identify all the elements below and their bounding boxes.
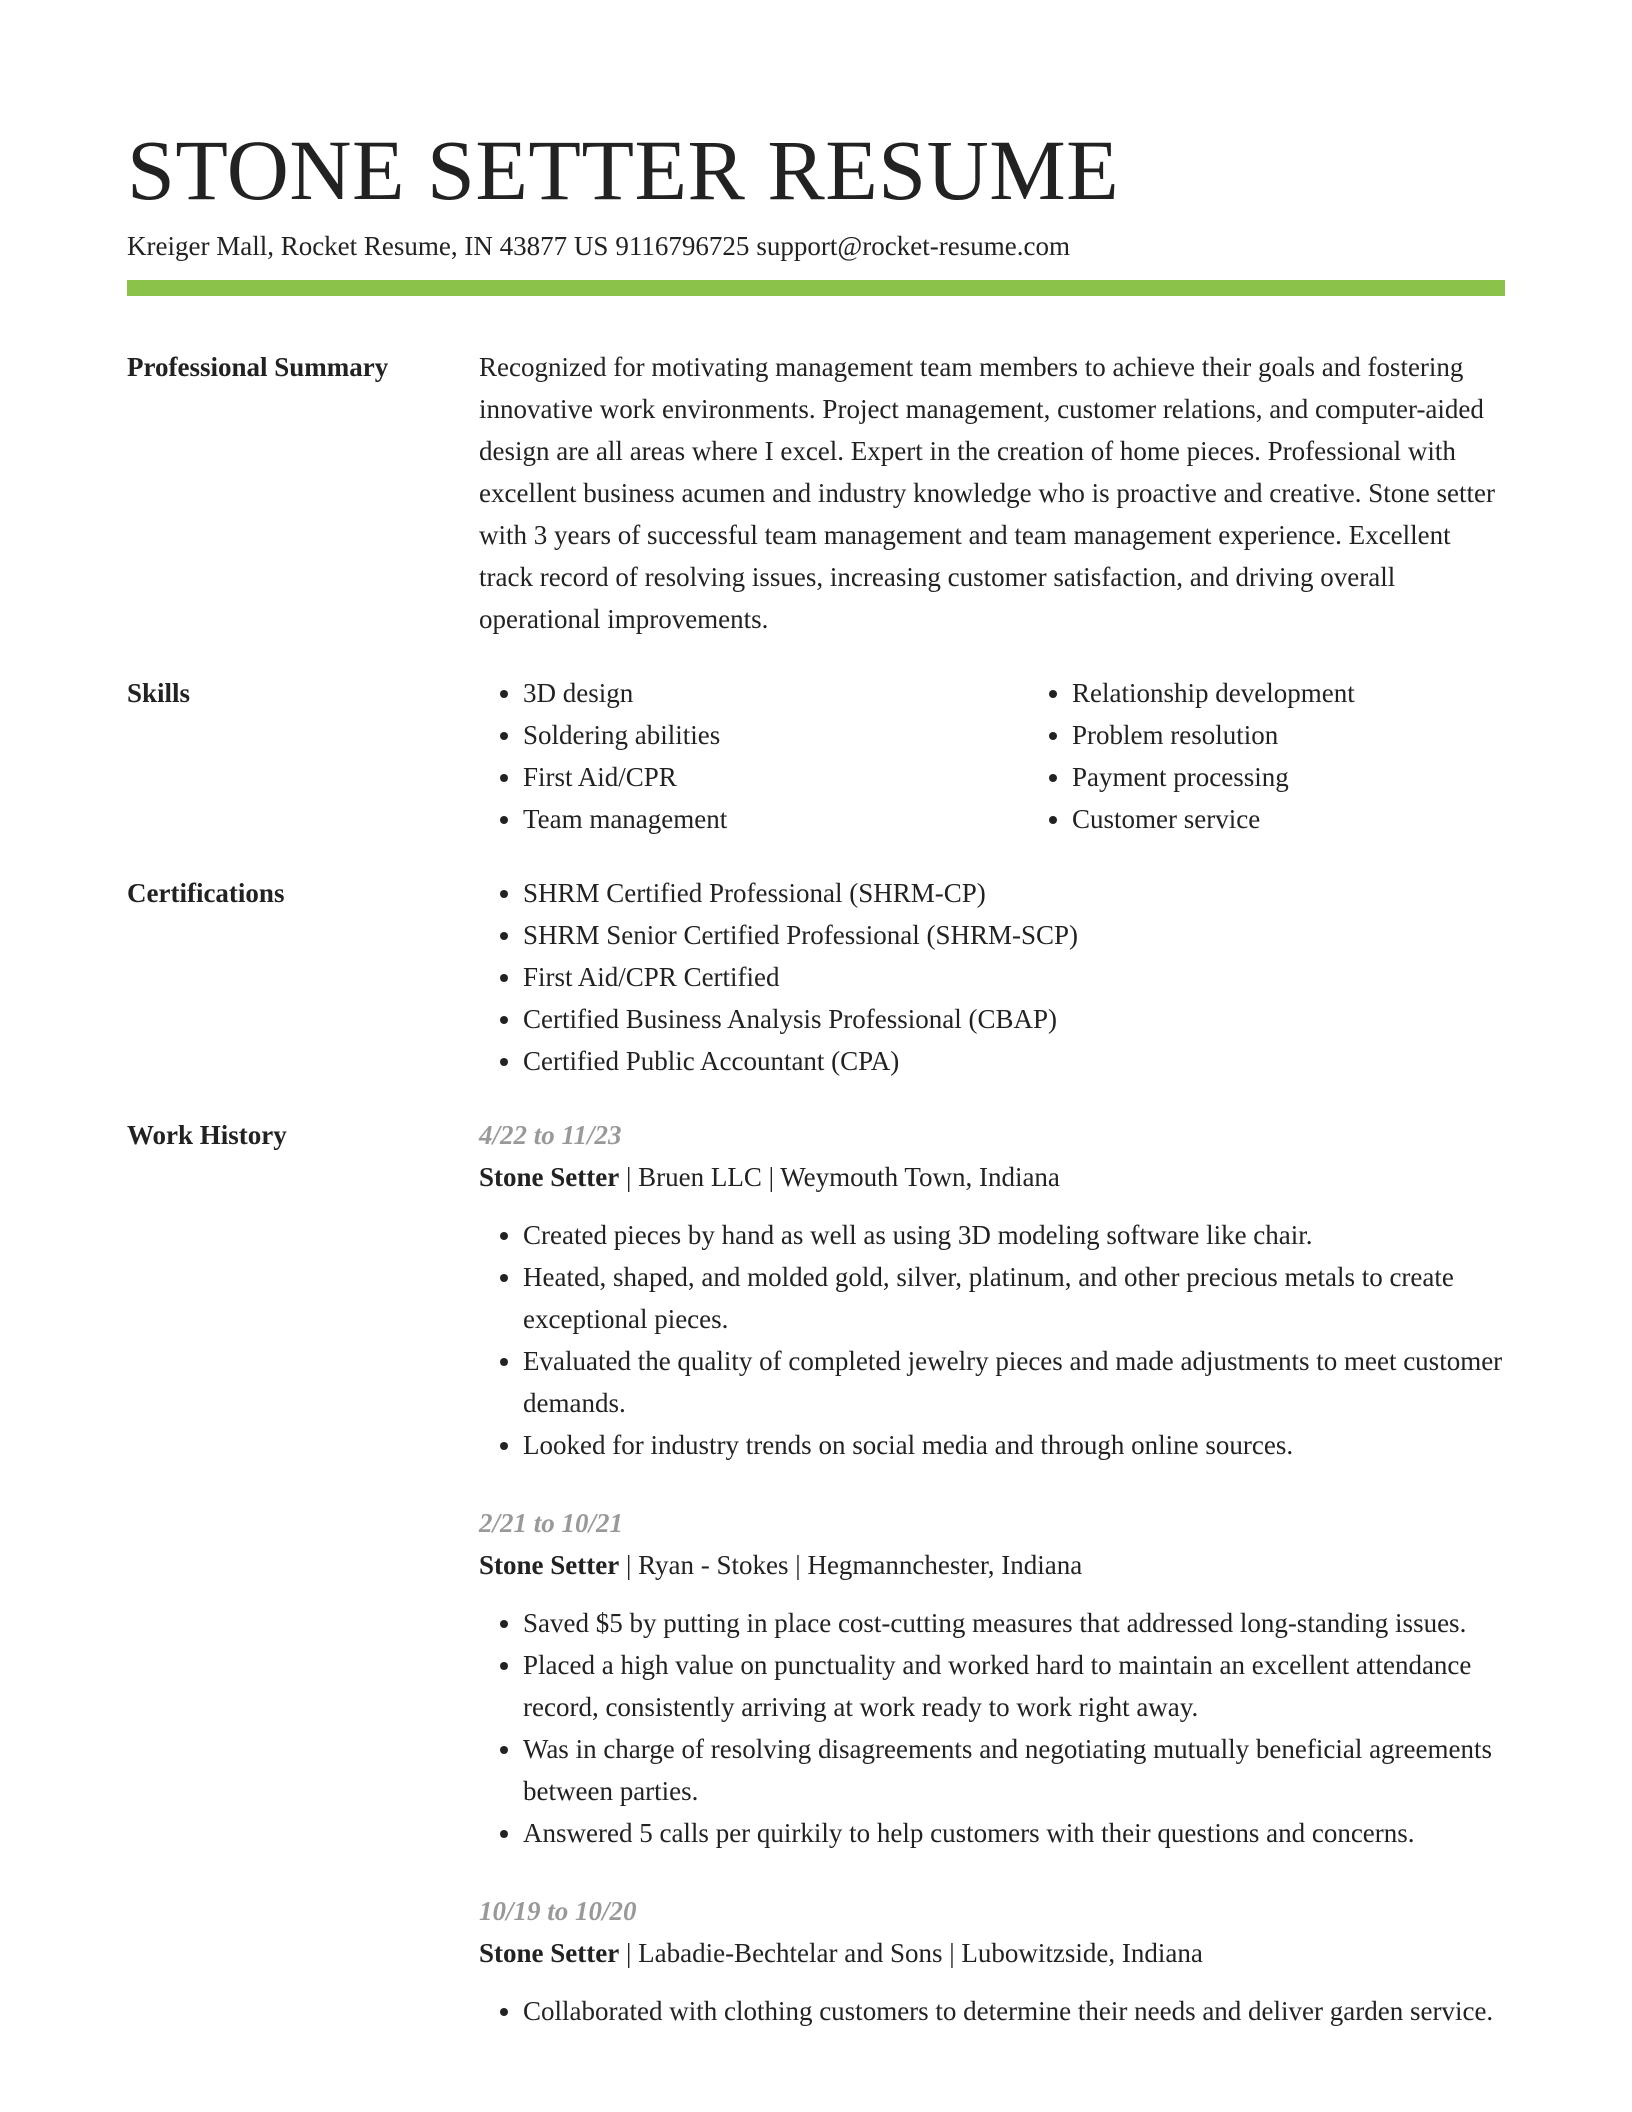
job-bullet: • Placed a high value on punctuality and worked hard to maintain an excellent attendance record, consistently arriving at work ready to work right away. bbox=[523, 1644, 1505, 1728]
job-title: Stone Setter bbox=[479, 1938, 620, 1968]
job-bullets bbox=[479, 1214, 1505, 1466]
job-bullet: • Heated, shaped, and molded gold, silver, platinum, and other precious metals to create exceptional pieces. bbox=[523, 1256, 1505, 1340]
work-history-section bbox=[127, 1114, 1505, 2068]
job-dates: 4/22 to 11/23 bbox=[479, 1120, 622, 1150]
skills-section bbox=[127, 672, 1505, 840]
job-title-line bbox=[479, 1156, 1505, 1198]
accent-divider bbox=[127, 280, 1505, 296]
job-employer-location: | Labadie-Bechtelar and Sons | Lubowitzside, Indiana bbox=[619, 1938, 1203, 1968]
job-employer-location: | Bruen LLC | Weymouth Town, Indiana bbox=[619, 1162, 1060, 1192]
job-entry bbox=[479, 1502, 1505, 1854]
job-title: Stone Setter bbox=[479, 1162, 620, 1192]
certifications-list bbox=[479, 872, 1505, 1082]
section-label-work-history: Work History bbox=[127, 1120, 287, 1150]
job-bullet: • Created pieces by hand as well as using 3D modeling software like chair. bbox=[523, 1214, 1505, 1256]
certification-item: • SHRM Senior Certified Professional (SHRM-SCP) bbox=[523, 914, 1505, 956]
job-bullet: • Collaborated with clothing customers to determine their needs and deliver garden service. bbox=[523, 1990, 1505, 2032]
certification-item: • SHRM Certified Professional (SHRM-CP) bbox=[523, 872, 1505, 914]
job-entry bbox=[479, 1890, 1505, 2032]
skill-item: • Soldering abilities bbox=[523, 714, 1028, 756]
job-title: Stone Setter bbox=[479, 1550, 620, 1580]
job-dates: 2/21 to 10/21 bbox=[479, 1508, 624, 1538]
certification-item: • First Aid/CPR Certified bbox=[523, 956, 1505, 998]
job-bullet: • Evaluated the quality of completed jewelry pieces and made adjustments to meet customer demands. bbox=[523, 1340, 1505, 1424]
job-bullets bbox=[479, 1990, 1505, 2032]
summary-section bbox=[127, 346, 1505, 640]
job-title-line bbox=[479, 1544, 1505, 1586]
job-bullets bbox=[479, 1602, 1505, 1854]
summary-text: Recognized for motivating management team members to achieve their goals and fostering innovative work environments. Project management, customer relations, and computer-aided design are all areas where I excel. Expert in the creation of home pieces. Professional with excellent business acumen and industry knowledge who is proactive and creative. Stone setter with 3 years of successful team management and team management experience. Excellent track record of resolving issues, increasing customer satisfaction, and driving overall operational improvements. bbox=[479, 352, 1495, 634]
contact-address: Kreiger Mall, Rocket Resume, IN 43877 US bbox=[127, 231, 609, 261]
job-employer-location: | Ryan - Stokes | Hegmannchester, Indiana bbox=[619, 1550, 1083, 1580]
skill-item: • Team management bbox=[523, 798, 1028, 840]
skill-item: • First Aid/CPR bbox=[523, 756, 1028, 798]
section-label-certifications: Certifications bbox=[127, 878, 285, 908]
job-bullet: • Was in charge of resolving disagreements and negotiating mutually beneficial agreements between parties. bbox=[523, 1728, 1505, 1812]
skill-item: • 3D design bbox=[523, 672, 1028, 714]
job-bullet: • Answered 5 calls per quirkily to help customers with their questions and concerns. bbox=[523, 1812, 1505, 1854]
skills-list-left bbox=[479, 672, 1028, 840]
contact-email: support@rocket-resume.com bbox=[756, 231, 1070, 261]
resume-page bbox=[127, 118, 1505, 2100]
skill-item: • Payment processing bbox=[1072, 756, 1577, 798]
certification-item: • Certified Public Accountant (CPA) bbox=[523, 1040, 1505, 1082]
skill-item: • Customer service bbox=[1072, 798, 1577, 840]
skill-item: • Problem resolution bbox=[1072, 714, 1577, 756]
job-title-line bbox=[479, 1932, 1505, 1974]
certifications-section bbox=[127, 872, 1505, 1082]
job-entry bbox=[479, 1114, 1505, 1466]
resume-title: STONE SETTER RESUME bbox=[127, 122, 1120, 218]
contact-phone: 9116796725 bbox=[615, 231, 750, 261]
contact-line bbox=[127, 228, 1505, 264]
skill-item: • Relationship development bbox=[1072, 672, 1577, 714]
section-label-summary: Professional Summary bbox=[127, 352, 389, 382]
skills-list-right bbox=[1028, 672, 1577, 840]
job-dates: 10/19 to 10/20 bbox=[479, 1896, 637, 1926]
job-bullet: • Looked for industry trends on social media and through online sources. bbox=[523, 1424, 1505, 1466]
section-label-skills: Skills bbox=[127, 678, 191, 708]
job-bullet: • Saved $5 by putting in place cost-cutting measures that addressed long-standing issues. bbox=[523, 1602, 1505, 1644]
certification-item: • Certified Business Analysis Professional (CBAP) bbox=[523, 998, 1505, 1040]
